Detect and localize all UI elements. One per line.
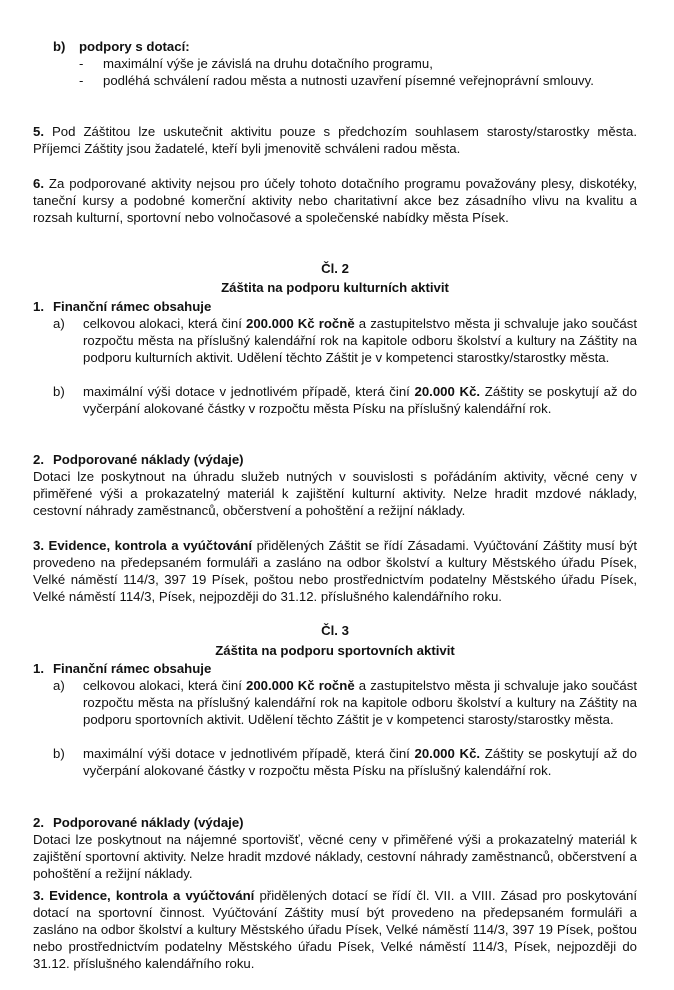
item-marker: b)	[53, 384, 65, 399]
item-marker: a)	[53, 678, 65, 693]
text-run: a zastupitelstvo města ji schvaluje jako součást rozpočtu města na příslušný kalendářní rok na kapitole odboru školství a kultury na Záštity na podporu kulturních aktivit. Udělení těchto Záštit je v kompetenci starostky/starostky města.	[83, 316, 637, 365]
paragraph-text: Pod Záštitou lze uskutečnit aktivitu pouze s předchozím souhlasem starosty/starostky města. Příjemci Záštity jsou žadatelé, kteří byli jmenovitě schváleni radou města.	[33, 124, 637, 156]
item-text	[83, 383, 637, 417]
dash-marker: -	[79, 56, 84, 71]
section-title: Podporované náklady (výdaje)	[53, 815, 244, 830]
text-run: Záštity se poskytují až do vyčerpání alokované částky v rozpočtu města Písku na příslušný kalendářní rok.	[83, 746, 637, 778]
text-run: celkovou alokaci, která činí	[83, 678, 247, 693]
section-number: 2.	[33, 815, 44, 830]
article-title: Záštita na podporu sportovních aktivit	[215, 643, 455, 658]
text-run: maximální výši dotace v jednotlivém případě, která činí	[83, 384, 415, 399]
item-marker: b)	[53, 746, 65, 761]
paragraph-6	[33, 175, 637, 226]
item-text	[83, 315, 637, 366]
article-number: Čl. 2	[321, 261, 349, 276]
text-run: maximální výši dotace v jednotlivém případě, která činí	[83, 746, 415, 761]
text-bold: 200.000 Kč ročně	[246, 678, 355, 693]
text-bold: 20.000 Kč.	[414, 384, 481, 399]
section-title: Podporované náklady (výdaje)	[53, 452, 244, 467]
section-text: přidělených dotací se řídí čl. VII. a VIII. Zásad pro poskytování dotací na sportovní činnost. Vyúčtování Záštity musí být provedeno na předepsaném formuláři a zasláno na odbor školství a kultury Městského úřadu Písek, Velké náměstí 114/3, 397 19 Písek, poštou nebo prostřednictvím podatelny Městského úřadu Písek, Velké náměstí 114/3, Písek, nejpozději do 31.12. příslušného kalendářního roku.	[33, 888, 637, 971]
section-number: 1.	[33, 299, 44, 314]
section-text: Dotaci lze poskytnout na úhradu služeb nutných v souvislosti s pořádáním aktivity, věcné ceny v přiměřené výši a prokazatelný materiál k zajištění kulturní aktivity. Nelze hradit mzdové náklady, cestovní náhrady zaměstnanců, občerstvení a pohoštění a režijní náklady.	[33, 469, 637, 518]
article-title: Záštita na podporu kulturních aktivit	[221, 280, 449, 295]
section-title: Finanční rámec obsahuje	[53, 661, 212, 676]
paragraph-number: 6.	[33, 176, 44, 191]
paragraph-text: Za podporované aktivity nejsou pro účely tohoto dotačního programu považovány plesy, diskotéky, taneční kursy a podobné komerční aktivity nebo charitativní akce bez zásadního vlivu na kvalitu a rozsah kulturní, sportovní nebo volnočasové a společenské nabídky města Písek.	[33, 176, 637, 225]
section-text: přidělených Záštit se řídí Zásadami. Vyúčtování Záštity musí být provedeno na předepsaném formuláři a zasláno na odbor školství a kultury Městského úřadu Písek, Velké náměstí 114/3, 397 19 Písek, poštou nebo prostřednictvím podatelny Městského úřadu Písek, Velké náměstí 114/3, Písek, nejpozději do 31.12. příslušného kalendářního roku.	[33, 538, 637, 604]
dash-text: maximální výše je závislá na druhu dotačního programu,	[103, 56, 433, 71]
item-marker: b)	[53, 39, 66, 54]
dash-marker: -	[79, 73, 84, 88]
text-run: Záštity se poskytují až do vyčerpání alokované částky v rozpočtu města Písku na příslušný kalendářní rok.	[83, 384, 637, 416]
item-marker: a)	[53, 316, 65, 331]
item-text	[83, 745, 637, 779]
text-bold: 20.000 Kč.	[414, 746, 481, 761]
text-run: celkovou alokaci, která činí	[83, 316, 247, 331]
paragraph-number: 5.	[33, 124, 44, 139]
paragraph-5	[33, 123, 637, 157]
section-number: 1.	[33, 661, 44, 676]
item-heading: podpory s dotací:	[79, 39, 190, 54]
section-3	[33, 887, 637, 972]
section-heading-inline: 3. Evidence, kontrola a vyúčtování	[33, 888, 255, 903]
section-number: 2.	[33, 452, 44, 467]
dash-text: podléhá schválení radou města a nutnosti uzavření písemné veřejnoprávní smlouvy.	[103, 73, 594, 88]
section-3	[33, 537, 637, 605]
item-text	[83, 677, 637, 728]
section-text: Dotaci lze poskytnout na nájemné sportovišť, věcné ceny v přiměřené výši a prokazatelný materiál k zajištění sportovní aktivity. Nelze hradit mzdové náklady, cestovní náhrady zaměstnanců, občerstvení a pohoštění a režijní náklady.	[33, 832, 637, 881]
article-number: Čl. 3	[321, 623, 349, 638]
text-run: a zastupitelstvo města ji schvaluje jako součást rozpočtu města na příslušný kalendářní rok na kapitole odboru školství a kultury na Záštity na podporu sportovních aktivit. Udělení těchto Záštit je v kompetenci starosty/starostky města.	[83, 678, 637, 727]
section-title: Finanční rámec obsahuje	[53, 299, 212, 314]
section-heading-inline: 3. Evidence, kontrola a vyúčtování	[33, 538, 253, 553]
text-bold: 200.000 Kč ročně	[246, 316, 355, 331]
